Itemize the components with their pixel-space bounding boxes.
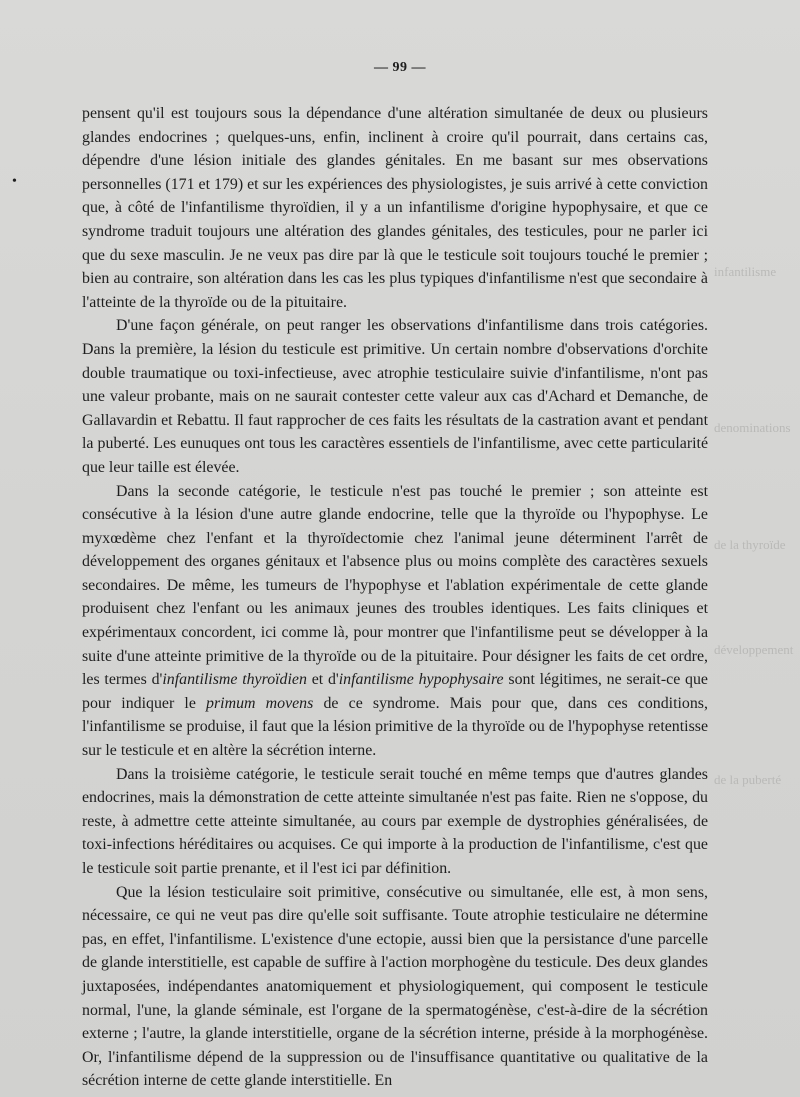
italic-term: infantilisme thyroïdien (162, 671, 307, 689)
text-segment: de ce syndrome. Mais pour que, dans ces conditions, l'infantilisme se produise, il faut que la lésion primitive de la thyroïde ou de l'hypophyse retentisse sur le testicule et en altère la sécrétion interne. (82, 694, 708, 760)
text-segment: D'une façon générale, on peut ranger les observations d'infantilisme dans trois catégories. Dans la première, la lésion du testicule est primitive. Un certain nombre d'observations d'orchite double traumatique ou toxi-infectieuse, avec atrophie testiculaire suivie d'infantilisme, n'ont pas une valeur probante, mais on ne saurait contester cette valeur aux cas d'Achard et Demanche, de Gallavardin et Rebattu. Il faut rapprocher de ces faits les résultats de la castration avant et pendant la puberté. Les eunuques ont tous les caractères essentiels de l'infantilisme, avec cette particularité que leur taille est élevée. (82, 317, 708, 476)
text-segment: pensent qu'il est toujours sous la dépendance d'une altération simultanée de deux ou plusieurs glandes endocrines ; quelques-uns, enfin, inclinent à croire qu'il pourrait, dans certains cas, dépendre d'une lésion initiale des glandes génitales. En me basant sur mes observations personnelles (171 et 179) et sur les expériences des physiologistes, je suis arrivé à cette conviction que, à côté de l'infantilisme thyroïdien, il y a un infantilisme d'origine hypophysaire, et que ce syndrome traduit toujours une altération des glandes génitales, des testicules, pour ne parler ici que du sexe masculin. Je ne veux pas dire par là que le testicule soit toujours touché le premier ; bien au contraire, son altération dans les cas les plus typiques d'infantilisme n'est que secondaire à l'atteinte de la thyroïde ou de la pituitaire. (82, 105, 708, 311)
paragraph (82, 881, 708, 1093)
page-number: — 99 — (374, 60, 426, 75)
margin-dot-mark: • (12, 174, 17, 189)
italic-term: infantilisme hypophysaire (338, 671, 504, 689)
paragraph (82, 480, 708, 763)
bleed-through-text: denominations (714, 420, 791, 435)
bleed-through-text: infantilisme (714, 264, 777, 279)
paragraph (82, 314, 708, 479)
bleed-through-text: de la puberté (714, 772, 782, 787)
bleed-through-text: de la thyroïde (714, 537, 786, 552)
text-segment: et d' (306, 671, 339, 689)
text-segment: Dans la seconde catégorie, le testicule n'est pas touché le premier ; son atteinte est consécutive à la lésion d'une autre glande endocrine, telle que la thyroïde ou l'hypophyse. Le myxœdème chez l'enfant et la thyroïdectomie chez l'animal jeune déterminent l'arrêt de développement des organes génitaux et l'absence plus ou moins complète des caractères sexuels secondaires. De même, les tumeurs de l'hypophyse et l'ablation expérimentale de cette glande produisent chez l'enfant ou les animaux jeunes des troubles identiques. Les faits cliniques et expérimentaux concordent, ici comme là, pour montrer que l'infantilisme peut se développer à la suite d'une atteinte primitive de la thyroïde ou de la pituitaire. Pour désigner les faits de cet ordre, les termes d' (82, 482, 708, 689)
text-segment: sont légitimes, ne serait-ce que pour indiquer le (82, 671, 708, 712)
paragraph (82, 102, 708, 314)
text-segment: Dans la troisième catégorie, le testicule serait touché en même temps que d'autres glandes endocrines, mais la démonstration de cette atteinte simultanée n'est pas faite. Rien ne s'oppose, du reste, à admettre cette atteinte simultanée, au cours par exemple de dystrophies généralisées, de toxi-infections héréditaires ou acquises. Ce qui importe à la production de l'infantilisme, c'est que le testicule soit partie prenante, et il l'est ici par définition. (82, 765, 708, 877)
paragraph (82, 763, 708, 881)
text-segment: Que la lésion testiculaire soit primitive, consécutive ou simultanée, elle est, à mon sens, nécessaire, ce qui ne veut pas dire qu'elle soit suffisante. Toute atrophie testiculaire ne détermine pas, en effet, l'infantilisme. L'existence d'une ectopie, aussi bien que la persistance d'une parcelle de glande interstitielle, est capable de suffire à l'action morphogène du testicule. Des deux glandes juxtaposées, indépendantes anatomiquement et physiologiquement, qui composent le testicule normal, l'une, la glande séminale, est l'organe de la spermatogénèse, c'est-à-dire de la sécrétion externe ; l'autre, la glande interstitielle, organe de la sécrétion interne, préside à la morphogénèse. Or, l'infantilisme dépend de la suppression ou de l'insuffisance quantitative ou qualitative de la sécrétion interne de cette glande interstitielle. En (82, 883, 708, 1090)
italic-term: primum movens (206, 694, 314, 712)
bleed-through-text: développement (714, 642, 794, 657)
body-text (82, 102, 708, 1093)
